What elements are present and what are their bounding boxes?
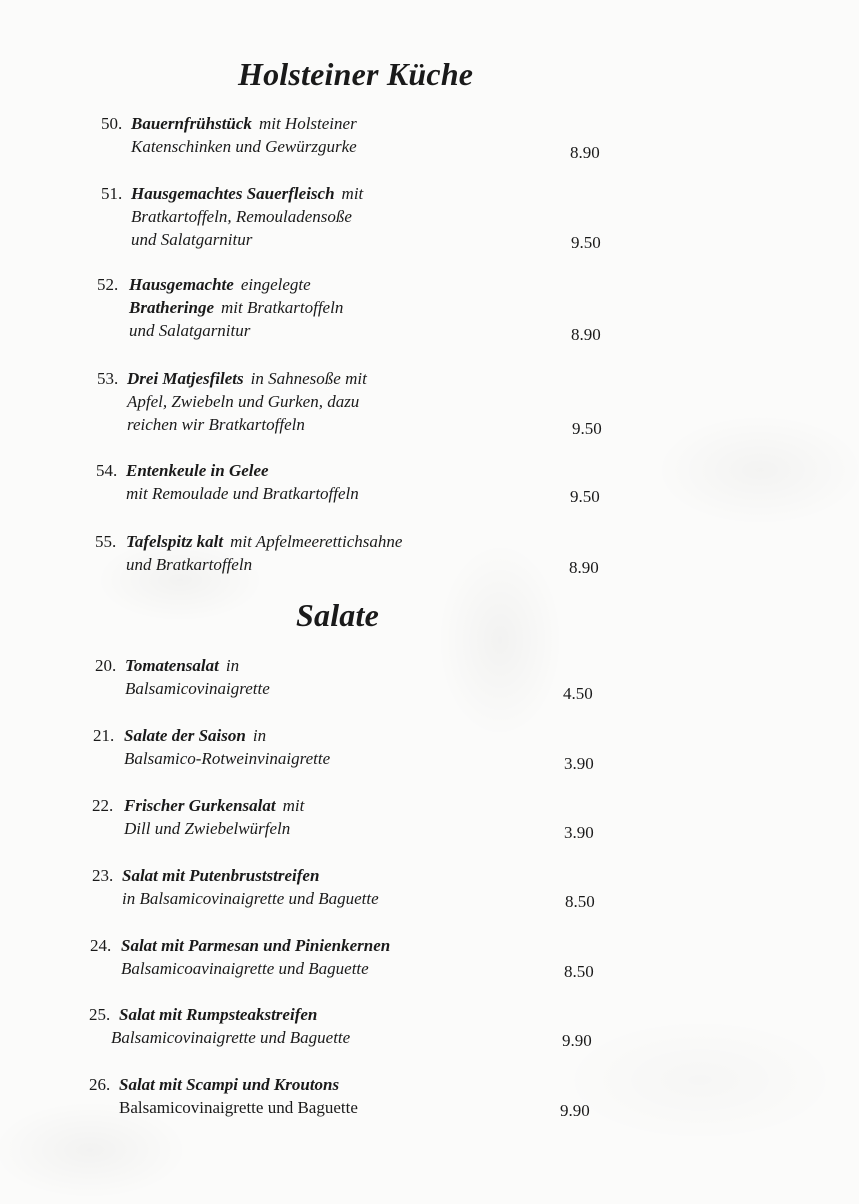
- item-desc-line: Apfel, Zwiebeln und Gurken, dazu: [127, 392, 360, 411]
- item-price: 8.50: [564, 962, 594, 981]
- item-price: 9.50: [572, 419, 602, 438]
- item-desc-inline: in Sahnesoße mit: [250, 369, 367, 388]
- item-name: Entenkeule in Gelee: [126, 461, 269, 480]
- item-number: 20.: [95, 656, 117, 675]
- item-desc-inline: eingelegte: [240, 275, 311, 294]
- item-price: 9.90: [560, 1101, 590, 1120]
- item-desc-line: Balsamicovinaigrette und Baguette: [111, 1028, 351, 1047]
- item-price: 8.90: [570, 143, 600, 162]
- item-price: 9.50: [570, 487, 600, 506]
- section-title-holsteiner-kueche: Holsteiner Küche: [238, 56, 474, 92]
- item-number: 55.: [95, 532, 117, 551]
- item-price: 9.50: [571, 233, 601, 252]
- item-desc-inline: mit: [282, 796, 305, 815]
- item-desc-line: und Salatgarnitur: [131, 230, 253, 249]
- item-number: 25.: [89, 1005, 111, 1024]
- item-number: 52.: [97, 275, 119, 294]
- item-number: 21.: [93, 726, 115, 745]
- item-number: 26.: [89, 1075, 111, 1094]
- item-description: [119, 1073, 358, 1119]
- item-desc-line: reichen wir Bratkartoffeln: [127, 415, 305, 434]
- item-desc-line: Balsamicovinaigrette: [125, 679, 270, 698]
- item-name: Hausgemachte: [129, 275, 234, 294]
- item-name: Salat mit Rumpsteakstreifen: [119, 1005, 318, 1024]
- item-desc-line: mit Remoulade und Bratkartoffeln: [126, 484, 359, 503]
- item-name-line2: Bratheringe: [129, 298, 215, 317]
- item-desc-inline: in: [252, 726, 267, 745]
- item-price: 8.90: [569, 558, 599, 577]
- item-name: Drei Matjesfilets: [127, 369, 244, 388]
- item-name: Bauernfrühstück: [131, 114, 252, 133]
- item-desc-line: Bratkartoffeln, Remouladensoße: [131, 207, 352, 226]
- section-title-salate: Salate: [296, 597, 379, 633]
- item-number: 24.: [90, 936, 112, 955]
- item-description: [127, 367, 367, 436]
- item-price: 3.90: [564, 823, 594, 842]
- item-description: [131, 112, 357, 158]
- item-price: 8.90: [571, 325, 601, 344]
- item-desc-line: Katenschinken und Gewürzgurke: [131, 137, 357, 156]
- item-number: 22.: [92, 796, 114, 815]
- item-price: 8.50: [565, 892, 595, 911]
- item-name: Salat mit Scampi und Kroutons: [119, 1075, 340, 1094]
- item-description: [124, 724, 330, 770]
- item-name: Salat mit Putenbruststreifen: [122, 866, 320, 885]
- item-price: 3.90: [564, 754, 594, 773]
- item-desc-line: und Salatgarnitur: [129, 321, 251, 340]
- item-desc-inline: mit Apfelmeerettichsahne: [230, 532, 403, 551]
- item-description: [126, 530, 402, 576]
- item-number: 54.: [96, 461, 118, 480]
- item-number: 23.: [92, 866, 114, 885]
- item-desc-inline: mit Holsteiner: [258, 114, 357, 133]
- item-number: 50.: [101, 114, 123, 133]
- item-desc-line: Balsamico-Rotweinvinaigrette: [124, 749, 331, 768]
- item-number: 51.: [101, 184, 123, 203]
- item-description: [124, 794, 304, 840]
- item-name: Salat mit Parmesan und Pinienkernen: [121, 936, 391, 955]
- item-description: [111, 1003, 351, 1049]
- item-desc-line: und Bratkartoffeln: [126, 555, 253, 574]
- item-number: 53.: [97, 369, 119, 388]
- item-desc-line: in Balsamicovinaigrette und Baguette: [122, 889, 379, 908]
- item-price: 9.90: [562, 1031, 592, 1050]
- item-description: [131, 182, 363, 251]
- item-desc-line: Balsamicoavinaigrette und Baguette: [121, 959, 369, 978]
- item-description: [122, 864, 379, 910]
- item-name: Tomatensalat: [125, 656, 219, 675]
- item-name: Salate der Saison: [124, 726, 246, 745]
- item-desc-line: Dill und Zwiebelwürfeln: [124, 819, 291, 838]
- item-desc-inline2: mit Bratkartoffeln: [221, 298, 344, 317]
- item-price: 4.50: [563, 684, 593, 703]
- item-desc-inline: mit: [341, 184, 364, 203]
- item-desc-inline: in: [225, 656, 240, 675]
- item-description: [126, 459, 359, 505]
- item-desc-line: Balsamicovinaigrette und Baguette: [119, 1098, 358, 1117]
- item-name: Tafelspitz kalt: [126, 532, 224, 551]
- item-description: [125, 654, 270, 700]
- item-description: [129, 273, 343, 342]
- item-name: Frischer Gurkensalat: [124, 796, 276, 815]
- item-description: [121, 934, 390, 980]
- item-name: Hausgemachtes Sauerfleisch: [131, 184, 335, 203]
